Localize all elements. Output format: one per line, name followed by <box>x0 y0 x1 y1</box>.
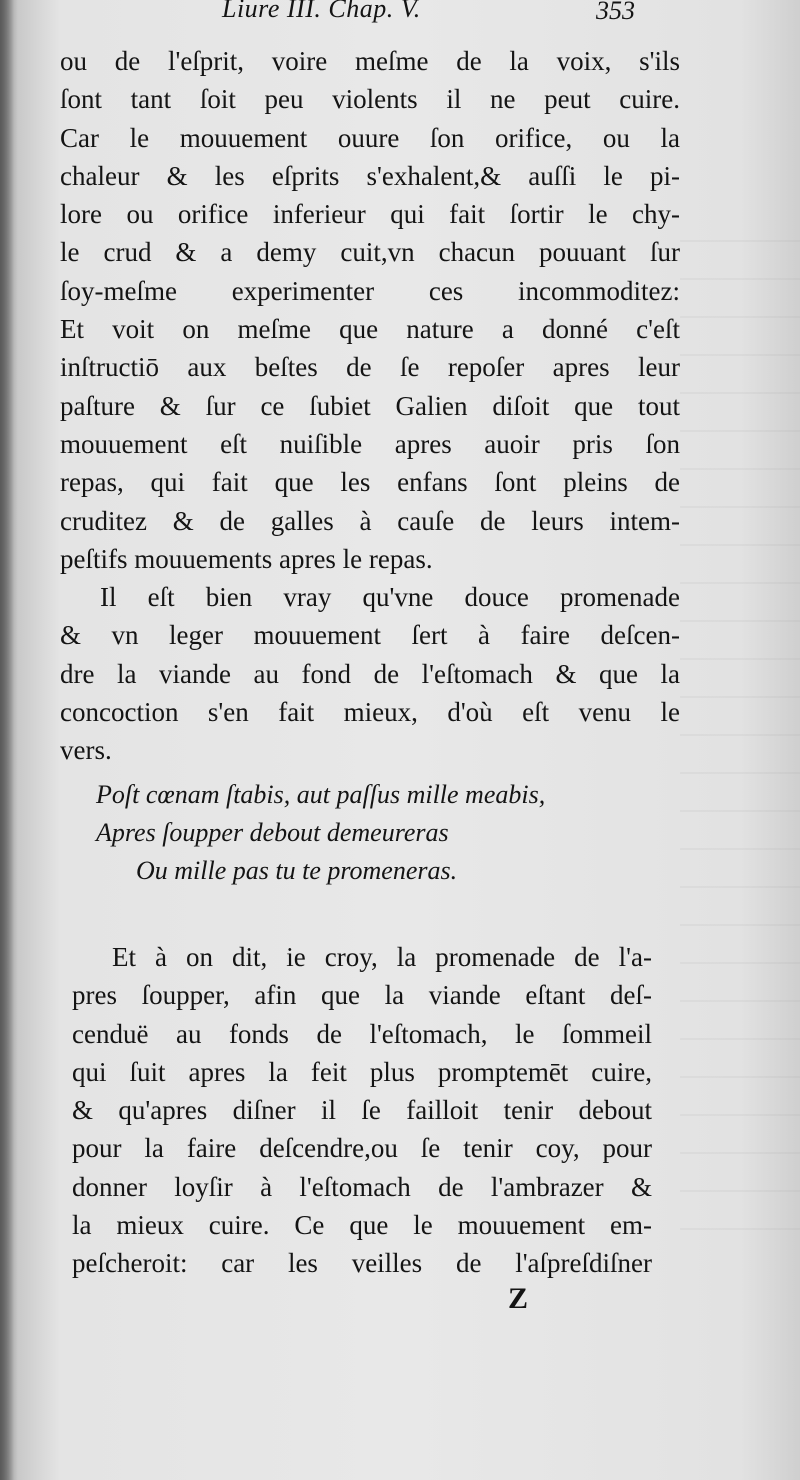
paragraph-2 <box>60 578 680 769</box>
text-line: paſture & ſur ce ſubiet Galien diſoit que tout <box>60 390 680 421</box>
text-line: dre la viande au fond de l'eſtomach & que la <box>60 658 680 689</box>
text-line: inſtructiō aux beſtes de ſe repoſer apres leur <box>60 352 680 383</box>
text-line: ou de l'eſprit, voire meſme de la voix, s'ils <box>60 46 680 76</box>
text-line: & qu'apres diſner il ſe failloit tenir debout <box>72 1095 652 1126</box>
paragraph-3 <box>72 938 652 1283</box>
text-line: Il eſt bien vray qu'vne douce promenade <box>100 582 680 613</box>
text-line: cenduë au fonds de l'eſtomach, le ſommeil <box>72 1018 652 1049</box>
text-line: concoction s'en fait mieux, d'où eſt venu le <box>60 697 680 728</box>
text-line: cruditez & de galles à cauſe de leurs intem- <box>60 505 680 536</box>
verse-line: Poſt cœnam ſtabis, aut paſſus mille meabis, <box>96 780 546 809</box>
text-line: pour la faire deſcendre,ou ſe tenir coy, pour <box>72 1133 652 1164</box>
main-text <box>60 42 680 770</box>
text-line: la mieux cuire. Ce que le mouuement em- <box>72 1210 652 1241</box>
text-line: mouuement eſt nuiſible apres auoir pris ſon <box>60 428 680 459</box>
text-line: lore ou orifice inferieur qui fait ſortir le chy- <box>60 199 680 230</box>
text-line: donner loyſir à l'eſtomach de l'ambrazer & <box>72 1171 652 1202</box>
verse-line: Ou mille pas tu te promeneras. <box>136 856 458 885</box>
text-line: & vn leger mouuement ſert à faire deſcen- <box>60 620 680 651</box>
verse-line: Apres ſoupper debout demeureras <box>96 818 449 847</box>
text-line: le crud & a demy cuit,vn chacun pouuant ſur <box>60 237 680 268</box>
text-line: Et voit on meſme que nature a donné c'eſt <box>60 314 680 345</box>
text-line: repas, qui fait que les enfans ſont pleins de <box>60 467 680 498</box>
page-header <box>0 0 800 32</box>
text-line: ſont tant ſoit peu violents il ne peut cuire. <box>60 84 680 115</box>
paragraph-1 <box>60 42 680 578</box>
text-line: vers. <box>60 735 112 766</box>
signature-mark: Z <box>508 1282 529 1315</box>
text-line: Car le mouuement ouure ſon orifice, ou la <box>60 122 680 153</box>
text-line: Et à on dit, ie croy, la promenade de l'a- <box>112 942 652 972</box>
text-line: peſcheroit: car les veilles de l'aſpreſdiſner <box>72 1248 652 1279</box>
verse-quotation <box>96 776 696 890</box>
text-line: ſoy-meſme experimenter ces incommoditez: <box>60 275 680 306</box>
bleed-through <box>680 240 800 1240</box>
text-line: pres ſoupper, afin que la viande eſtant deſ- <box>72 980 652 1011</box>
text-line: peſtifs mouuements apres le repas. <box>60 543 433 574</box>
running-head: Liure III. Chap. V. <box>222 0 421 23</box>
text-line: qui ſuit apres la feit plus promptemēt cuire, <box>72 1056 652 1087</box>
spine-shadow <box>0 0 14 1480</box>
page-number: 353 <box>596 0 635 25</box>
text-line: chaleur & les eſprits s'exhalent,& auſſi le pi- <box>60 160 680 191</box>
